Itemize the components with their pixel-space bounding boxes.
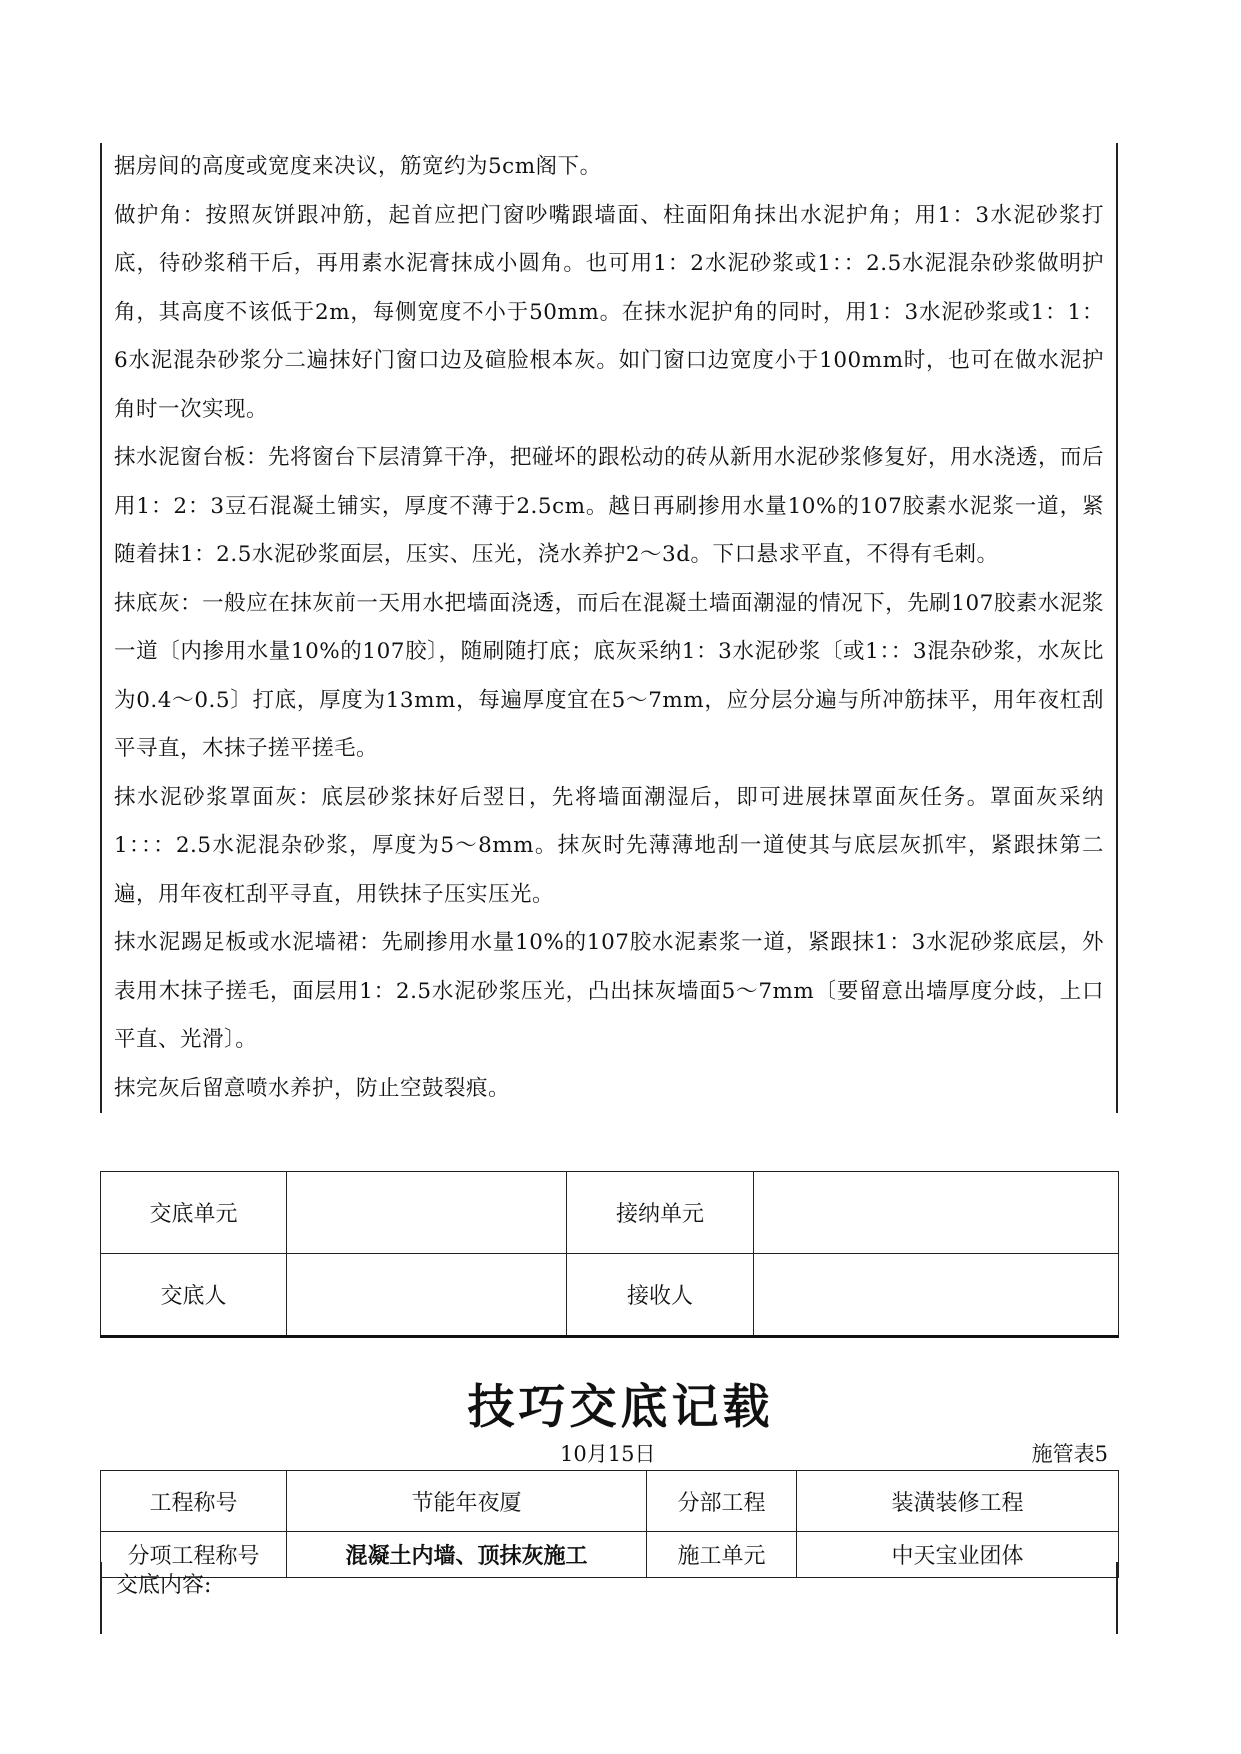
record-date: 10月15日 (560, 1442, 656, 1466)
body-paragraph: 据房间的高度或宽度来决议，筋宽约为5cm阁下。 (114, 154, 602, 179)
handover-person-field[interactable] (287, 1254, 567, 1337)
disclosure-content-section (100, 1562, 1118, 1634)
construction-unit-label: 施工单元 (647, 1532, 797, 1578)
project-row (101, 1471, 1119, 1532)
project-name-value: 节能年夜厦 (287, 1471, 647, 1532)
division-label: 分部工程 (647, 1471, 797, 1532)
signoff-table (100, 1171, 1119, 1338)
form-number: 施管表5 (1031, 1442, 1108, 1466)
subitem-value: 混凝土内墙、顶抹灰施工 (287, 1532, 647, 1578)
signoff-row-person (101, 1254, 1119, 1337)
subitem-label: 分项工程称号 (101, 1532, 287, 1578)
body-paragraph: 做护角：按照灰饼跟冲筋，起首应把门窗吵嘴跟墙面、柱面阳角抹出水泥护角；用1：3水泥砂浆打底，待砂浆稍干后，再用素水泥膏抹成小圆角。也可用1：2水泥砂浆或1：：2.5水泥混杂砂浆做明护角，其高度不该低于2m，每侧宽度不小于50mm。在抹水泥护角的同时，用1：3水泥砂浆或1：1：6水泥混杂砂浆分二遍抹好门窗口边及碹脸根本灰。如门窗口边宽度小于100mm时，也可在做水泥护角时一次实现。 (114, 202, 1104, 422)
receiving-unit-field[interactable] (754, 1172, 1119, 1254)
receiver-label: 接收人 (567, 1254, 754, 1337)
construction-unit-value: 中天宝业团体 (797, 1532, 1119, 1578)
body-paragraph: 抹底灰：一般应在抹灰前一天用水把墙面浇透，而后在混凝土墙面潮湿的情况下，先刷107胶素水泥浆一道〔内掺用水量10%的107胶〕，随刷随打底；底灰采纳1：3水泥砂浆〔或1：：3混杂砂浆，水灰比为0.4～0.5〕打底，厚度为13mm，每遍厚度宜在5～7mm，应分层分遍与所冲筋抹平，用年夜杠刮平寻直，木抹子搓平搓毛。 (114, 590, 1104, 761)
receiving-unit-label: 接纳单元 (567, 1172, 754, 1254)
disclosure-content-block (100, 143, 1118, 1113)
receiver-field[interactable] (754, 1254, 1119, 1337)
project-name-label: 工程称号 (101, 1471, 287, 1532)
disclosure-content-label: 交底内容: (116, 1573, 212, 1598)
signoff-row-unit (101, 1172, 1119, 1254)
body-paragraph: 抹水泥窗台板：先将窗台下层清算干净，把碰坏的跟松动的砖从新用水泥砂浆修复好，用水浇透，而后用1：2：3豆石混凝土铺实，厚度不薄于2.5cm。越日再刷掺用水量10%的107胶素水泥浆一道，紧随着抹1：2.5水泥砂浆面层，压实、压光，浇水养护2～3d。下口悬求平直，不得有毛刺。 (114, 445, 1105, 567)
record-title: 技巧交底记载 (467, 1380, 774, 1435)
handover-person-label: 交底人 (101, 1254, 287, 1337)
handover-unit-label: 交底单元 (101, 1172, 287, 1254)
division-value: 装潢装修工程 (797, 1471, 1119, 1532)
body-paragraph: 抹水泥砂浆罩面灰：底层砂浆抹好后翌日，先将墙面潮湿后，即可进展抹罩面灰任务。罩面灰采纳1：：：2.5水泥混杂砂浆，厚度为5～8mm。抹灰时先薄薄地刮一道使其与底层灰抓牢，紧跟抹第二遍，用年夜杠刮平寻直，用铁抹子压实压光。 (114, 784, 1104, 907)
body-paragraph: 抹水泥踢足板或水泥墙裙：先刷掺用水量10%的107胶水泥素浆一道，紧跟抹1：3水泥砂浆底层，外表用木抹子搓毛，面层用1：2.5水泥砂浆压光，凸出抹灰墙面5～7mm〔要留意出墙厚度分歧，上口平直、光滑〕。 (114, 930, 1104, 1052)
body-paragraph: 抹完灰后留意喷水养护，防止空鼓裂痕。 (114, 1075, 511, 1101)
handover-unit-field[interactable] (287, 1172, 567, 1254)
